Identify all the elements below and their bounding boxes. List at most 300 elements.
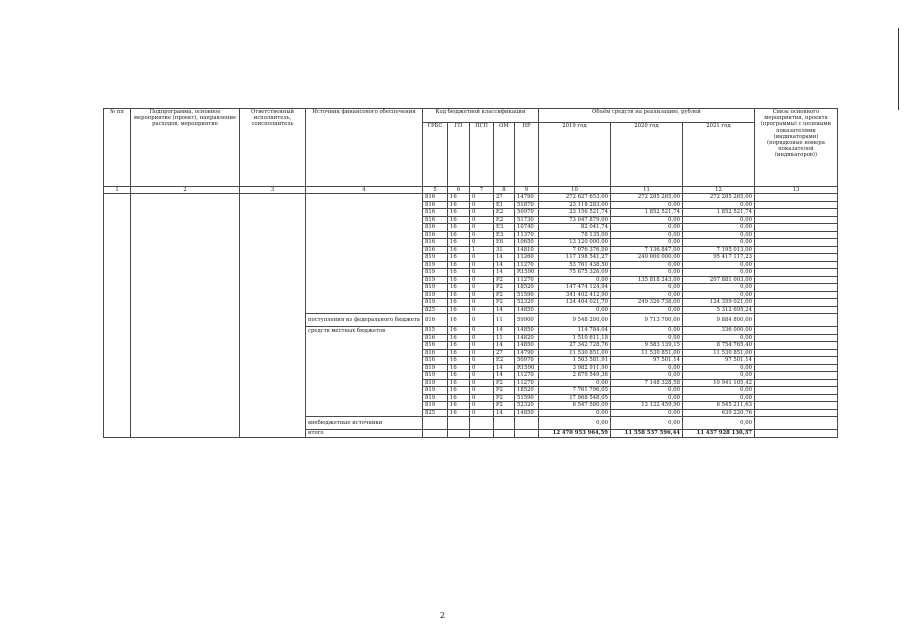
header-no: № пп	[104, 109, 131, 187]
source-cell	[306, 239, 423, 247]
cell-amount-y2020: 0,00	[610, 239, 682, 247]
cell-gp: 16	[447, 314, 469, 327]
cell-link	[754, 379, 837, 387]
cell-amount-y2020: 0,00	[610, 216, 682, 224]
cell-amount-y2021: 11 437 928 130,37	[682, 430, 754, 438]
cell-link	[754, 254, 837, 262]
cell-amount-y2021: 0,00	[682, 394, 754, 402]
cell-om: 14	[493, 327, 514, 335]
cell-nr: 11270	[514, 276, 538, 284]
cell-amount-y2020: 0,00	[610, 201, 682, 209]
cell-amount-y2021: 0,00	[682, 261, 754, 269]
cell-amount-y2019: 147 474 124,94	[538, 284, 610, 292]
cell-amount-y2020: 0,00	[610, 291, 682, 299]
cell-amount-y2020: 7 136 847,00	[610, 246, 682, 254]
cell-gp: 16	[447, 364, 469, 372]
cell-amount-y2019: 7 076 376,00	[538, 246, 610, 254]
source-cell	[306, 299, 423, 307]
cell-om: 31	[493, 246, 514, 254]
cell-amount-y2020: 1 852 521,74	[610, 209, 682, 217]
cell-grbs: 819	[422, 394, 447, 402]
budget-rows	[104, 194, 838, 438]
cell-amount-y2020: 0,00	[610, 306, 682, 314]
cell-link	[754, 299, 837, 307]
cell-om: 27	[493, 349, 514, 357]
source-cell	[306, 334, 423, 342]
cell-grbs: 819	[422, 261, 447, 269]
cell-nr: 11270	[514, 261, 538, 269]
source-cell	[306, 394, 423, 402]
cell-nr	[514, 430, 538, 438]
cell-link	[754, 261, 837, 269]
cell-gp: 16	[447, 299, 469, 307]
source-cell	[306, 364, 423, 372]
cell-amount-y2020: 0,00	[610, 409, 682, 417]
cell-amount-y2020: 0,00	[610, 417, 682, 430]
cell-grbs: 816	[422, 357, 447, 365]
table-row	[104, 194, 838, 202]
source-cell	[306, 201, 423, 209]
cell-grbs: 816	[422, 209, 447, 217]
cell-gp: 16	[447, 224, 469, 232]
cell-amount-y2020: 13 122 459,90	[610, 402, 682, 410]
col-number: 6	[447, 187, 469, 194]
source-cell	[306, 402, 423, 410]
col-number: 3	[240, 187, 306, 194]
cell-amount-y2020: 7 148 328,58	[610, 379, 682, 387]
cell-link	[754, 357, 837, 365]
cell-nr: 14790	[514, 194, 538, 202]
cell-amount-y2019: 11 530 851,00	[538, 349, 610, 357]
cell-amount-y2019: 53 761 438,50	[538, 261, 610, 269]
cell-amount-y2019: 6 547 580,09	[538, 402, 610, 410]
cell-amount-y2019: 12 470 953 964,59	[538, 430, 610, 438]
cell-amount-y2019: 124 404 021,70	[538, 299, 610, 307]
cell-om: E2	[493, 209, 514, 217]
cell-amount-y2021: 6 545 211,63	[682, 402, 754, 410]
cell-amount-y2021: 639 220,76	[682, 409, 754, 417]
cell-om: 11	[493, 334, 514, 342]
cell-amount-y2021: 0,00	[682, 417, 754, 430]
header-link: Связь основного мероприятия, проекта (программы) с целевыми показателями (индикаторами) (порядковые номера показателей (индикаторов))	[754, 109, 837, 187]
cell-nr: 18520	[514, 284, 538, 292]
cell-amount-y2021: 124 359 021,00	[682, 299, 754, 307]
cell-amount-y2020: 240 000 000,00	[610, 254, 682, 262]
cell-link	[754, 394, 837, 402]
cell-grbs: 816	[422, 342, 447, 350]
cell-pgp: 0	[469, 201, 493, 209]
cell-pgp: 0	[469, 349, 493, 357]
cell-pgp	[469, 417, 493, 430]
cell-amount-y2019: 17 968 548,05	[538, 394, 610, 402]
source-label-federal: поступления из федерального бюджета	[306, 314, 423, 327]
cell-executor	[240, 194, 306, 438]
cell-amount-y2021: 8 754 765,40	[682, 342, 754, 350]
cell-amount-y2019: 114 784,04	[538, 327, 610, 335]
cell-link	[754, 417, 837, 430]
cell-pgp: 0	[469, 357, 493, 365]
source-cell	[306, 231, 423, 239]
cell-grbs: 819	[422, 387, 447, 395]
cell-om: 14	[493, 409, 514, 417]
col-number: 12	[682, 187, 754, 194]
header-budget-code: Код бюджетной классификации	[422, 109, 538, 123]
cell-pgp: 0	[469, 231, 493, 239]
cell-nr: 51590	[514, 291, 538, 299]
cell-amount-y2021: 0,00	[682, 364, 754, 372]
cell-amount-y2021: 0,00	[682, 216, 754, 224]
source-cell	[306, 284, 423, 292]
cell-om: E3	[493, 231, 514, 239]
cell-grbs: 815	[422, 327, 447, 335]
cell-link	[754, 409, 837, 417]
header-pgp: ПГП	[469, 123, 493, 187]
cell-amount-y2019: 0,00	[538, 276, 610, 284]
cell-nr	[514, 417, 538, 430]
cell-amount-y2019: 82 041,74	[538, 224, 610, 232]
source-label-local: средств местных бюджетов	[306, 327, 423, 335]
cell-amount-y2021: 336 000,00	[682, 327, 754, 335]
cell-gp: 16	[447, 261, 469, 269]
cell-nr: 11270	[514, 372, 538, 380]
cell-amount-y2021: 207 881 003,00	[682, 276, 754, 284]
cell-grbs: 819	[422, 372, 447, 380]
cell-pgp: 0	[469, 394, 493, 402]
source-cell	[306, 357, 423, 365]
cell-link	[754, 327, 837, 335]
cell-pgp: 0	[469, 291, 493, 299]
source-cell	[306, 306, 423, 314]
cell-grbs: 816	[422, 349, 447, 357]
col-number: 5	[422, 187, 447, 194]
cell-amount-y2020: 0,00	[610, 394, 682, 402]
cell-pgp: 0	[469, 342, 493, 350]
cell-om: P2	[493, 379, 514, 387]
source-cell	[306, 372, 423, 380]
cell-amount-y2021: 0,00	[682, 387, 754, 395]
cell-grbs: 825	[422, 409, 447, 417]
cell-pgp: 0	[469, 306, 493, 314]
cell-grbs: 819	[422, 269, 447, 277]
cell-nr: 51590	[514, 394, 538, 402]
cell-pgp: 0	[469, 334, 493, 342]
cell-amount-y2020: 0,00	[610, 231, 682, 239]
cell-gp: 16	[447, 209, 469, 217]
cell-gp: 16	[447, 231, 469, 239]
page-number: 2	[440, 611, 446, 620]
cell-amount-y2019: 1 503 581,91	[538, 357, 610, 365]
cell-pgp: 0	[469, 209, 493, 217]
cell-om	[493, 430, 514, 438]
cell-gp: 16	[447, 216, 469, 224]
cell-om: P2	[493, 394, 514, 402]
cell-grbs	[422, 430, 447, 438]
source-label-extra: внебюджетные источники	[306, 417, 423, 430]
cell-amount-y2021: 9 884 800,00	[682, 314, 754, 327]
cell-pgp: 0	[469, 372, 493, 380]
cell-amount-y2021: 11 530 851,00	[682, 349, 754, 357]
cell-gp: 16	[447, 194, 469, 202]
header-om: ОМ	[493, 123, 514, 187]
cell-link	[754, 194, 837, 202]
cell-nr: 10740	[514, 224, 538, 232]
cell-amount-y2021: 10 941 105,42	[682, 379, 754, 387]
col-number: 11	[610, 187, 682, 194]
cell-amount-y2019: 0,00	[538, 379, 610, 387]
cell-gp: 16	[447, 284, 469, 292]
cell-gp: 16	[447, 357, 469, 365]
cell-om: E2	[493, 216, 514, 224]
cell-om: 14	[493, 342, 514, 350]
cell-amount-y2020: 0,00	[610, 334, 682, 342]
page-edge-line	[898, 28, 899, 110]
col-number: 9	[514, 187, 538, 194]
cell-nr: 14850	[514, 327, 538, 335]
cell-grbs: 816	[422, 231, 447, 239]
cell-amount-y2020: 9 583 139,15	[610, 342, 682, 350]
cell-om: 14	[493, 306, 514, 314]
cell-pgp: 0	[469, 299, 493, 307]
cell-gp: 16	[447, 387, 469, 395]
cell-gp: 16	[447, 409, 469, 417]
cell-om: E2	[493, 357, 514, 365]
cell-grbs: 816	[422, 201, 447, 209]
source-cell	[306, 409, 423, 417]
cell-amount-y2021: 5 312 695,24	[682, 306, 754, 314]
cell-amount-y2021: 0,00	[682, 239, 754, 247]
cell-om: E6	[493, 239, 514, 247]
cell-amount-y2020: 135 818 243,00	[610, 276, 682, 284]
cell-pgp: 0	[469, 387, 493, 395]
source-cell	[306, 379, 423, 387]
cell-amount-y2019: 7 761 796,05	[538, 387, 610, 395]
cell-link	[754, 291, 837, 299]
cell-link	[754, 269, 837, 277]
cell-grbs: 816	[422, 314, 447, 327]
cell-amount-y2019: 0,00	[538, 306, 610, 314]
cell-grbs: 816	[422, 334, 447, 342]
cell-amount-y2021: 95 417 117,23	[682, 254, 754, 262]
cell-pgp: 0	[469, 269, 493, 277]
cell-pgp: 0	[469, 194, 493, 202]
cell-grbs: 816	[422, 194, 447, 202]
cell-pgp: 0	[469, 314, 493, 327]
cell-pgp: 0	[469, 239, 493, 247]
cell-om: E1	[493, 201, 514, 209]
cell-link	[754, 349, 837, 357]
cell-gp: 16	[447, 394, 469, 402]
header-gp: ГП	[447, 123, 469, 187]
cell-pgp: 0	[469, 216, 493, 224]
cell-nr: 59900	[514, 314, 538, 327]
cell-amount-y2021: 7 195 013,00	[682, 246, 754, 254]
header-year-2021: 2021 год	[682, 123, 754, 187]
header-volume: Объём средств на реализацию, рублей	[538, 109, 754, 123]
cell-amount-y2020: 249 326 738,00	[610, 299, 682, 307]
cell-om: 14	[493, 372, 514, 380]
cell-om	[493, 417, 514, 430]
source-cell	[306, 261, 423, 269]
header-source: Источник финансового обеспечения	[306, 109, 423, 187]
cell-link	[754, 306, 837, 314]
header-year-2019: 2019 год	[538, 123, 610, 187]
cell-om: 14	[493, 364, 514, 372]
cell-nr: 18520	[514, 387, 538, 395]
source-cell	[306, 216, 423, 224]
cell-pgp: 0	[469, 379, 493, 387]
cell-amount-y2020: 9 713 700,00	[610, 314, 682, 327]
cell-link	[754, 216, 837, 224]
cell-link	[754, 246, 837, 254]
col-number: 7	[469, 187, 493, 194]
cell-nr: 14810	[514, 246, 538, 254]
source-cell	[306, 269, 423, 277]
cell-om: E3	[493, 224, 514, 232]
cell-link	[754, 239, 837, 247]
cell-nr: 51870	[514, 201, 538, 209]
cell-amount-y2020: 0,00	[610, 364, 682, 372]
cell-amount-y2019: 27 342 728,76	[538, 342, 610, 350]
cell-nr: 14850	[514, 342, 538, 350]
cell-om: P2	[493, 276, 514, 284]
cell-om: 14	[493, 261, 514, 269]
cell-link	[754, 372, 837, 380]
cell-amount-y2019: 23 118 283,00	[538, 201, 610, 209]
cell-amount-y2021: 0,00	[682, 231, 754, 239]
cell-amount-y2020: 0,00	[610, 269, 682, 277]
cell-link	[754, 430, 837, 438]
cell-amount-y2019: 117 198 541,27	[538, 254, 610, 262]
cell-nr: R1590	[514, 269, 538, 277]
cell-amount-y2021: 0,00	[682, 224, 754, 232]
cell-nr: 14820	[514, 334, 538, 342]
source-label-total: итого	[306, 430, 423, 438]
cell-link	[754, 201, 837, 209]
cell-grbs: 819	[422, 364, 447, 372]
cell-pgp: 0	[469, 261, 493, 269]
cell-gp: 16	[447, 276, 469, 284]
cell-gp: 16	[447, 201, 469, 209]
cell-no	[104, 194, 131, 438]
cell-amount-y2020: 0,00	[610, 387, 682, 395]
cell-amount-y2021: 0,00	[682, 269, 754, 277]
cell-nr: 11270	[514, 379, 538, 387]
cell-grbs: 819	[422, 299, 447, 307]
header-subprogram: Подпрограмма, основное мероприятие (проект), направление расходов, мероприятие	[131, 109, 240, 187]
cell-link	[754, 342, 837, 350]
cell-pgp: 0	[469, 254, 493, 262]
cell-grbs: 819	[422, 254, 447, 262]
cell-amount-y2019: 341 402 412,90	[538, 291, 610, 299]
cell-amount-y2020: 97 501,14	[610, 357, 682, 365]
cell-amount-y2020: 11 558 537 596,44	[610, 430, 682, 438]
cell-amount-y2021: 0,00	[682, 372, 754, 380]
col-number: 10	[538, 187, 610, 194]
cell-amount-y2020: 0,00	[610, 372, 682, 380]
cell-grbs: 819	[422, 402, 447, 410]
cell-amount-y2021: 0,00	[682, 291, 754, 299]
cell-link	[754, 224, 837, 232]
source-cell	[306, 194, 423, 202]
cell-nr: R1590	[514, 364, 538, 372]
cell-amount-y2021: 272 285 265,00	[682, 194, 754, 202]
cell-gp: 16	[447, 349, 469, 357]
cell-link	[754, 231, 837, 239]
cell-grbs: 825	[422, 306, 447, 314]
cell-amount-y2019: 272 627 653,00	[538, 194, 610, 202]
cell-amount-y2019: 75 675 326,09	[538, 269, 610, 277]
cell-amount-y2019: 1 510 611,18	[538, 334, 610, 342]
cell-nr: 11370	[514, 231, 538, 239]
cell-gp: 16	[447, 269, 469, 277]
cell-pgp: 0	[469, 224, 493, 232]
cell-pgp: 0	[469, 409, 493, 417]
cell-pgp	[469, 430, 493, 438]
cell-nr: 52320	[514, 402, 538, 410]
source-cell	[306, 209, 423, 217]
source-cell	[306, 349, 423, 357]
cell-nr: 50970	[514, 209, 538, 217]
cell-amount-y2020: 272 285 265,00	[610, 194, 682, 202]
cell-om: P2	[493, 284, 514, 292]
cell-link	[754, 209, 837, 217]
cell-amount-y2020: 11 530 851,00	[610, 349, 682, 357]
cell-grbs	[422, 417, 447, 430]
cell-grbs: 816	[422, 246, 447, 254]
cell-grbs: 816	[422, 224, 447, 232]
cell-nr: 14790	[514, 349, 538, 357]
cell-om: P2	[493, 291, 514, 299]
cell-om: 27	[493, 194, 514, 202]
cell-om: 14	[493, 269, 514, 277]
source-cell	[306, 254, 423, 262]
cell-om: P2	[493, 299, 514, 307]
cell-nr: 11260	[514, 254, 538, 262]
budget-table	[103, 108, 838, 438]
cell-amount-y2019: 73 047 879,00	[538, 216, 610, 224]
cell-grbs: 819	[422, 291, 447, 299]
cell-pgp: 0	[469, 364, 493, 372]
cell-gp: 16	[447, 239, 469, 247]
cell-link	[754, 334, 837, 342]
source-cell	[306, 291, 423, 299]
cell-grbs: 819	[422, 284, 447, 292]
col-number: 4	[306, 187, 423, 194]
cell-om: 11	[493, 314, 514, 327]
cell-amount-y2019: 23 156 521,74	[538, 209, 610, 217]
cell-nr: 14850	[514, 409, 538, 417]
source-cell	[306, 224, 423, 232]
cell-subprogram	[131, 194, 240, 438]
cell-gp: 16	[447, 342, 469, 350]
header-executor: Ответственный исполнитель, соисполнитель	[240, 109, 306, 187]
cell-om: P2	[493, 402, 514, 410]
cell-nr: 14850	[514, 306, 538, 314]
cell-gp: 16	[447, 372, 469, 380]
cell-gp: 16	[447, 379, 469, 387]
source-cell	[306, 276, 423, 284]
header-year-2020: 2020 год	[610, 123, 682, 187]
col-number: 8	[493, 187, 514, 194]
cell-amount-y2021: 0,00	[682, 201, 754, 209]
cell-link	[754, 402, 837, 410]
cell-pgp: 1	[469, 246, 493, 254]
cell-gp: 16	[447, 327, 469, 335]
cell-link	[754, 284, 837, 292]
cell-amount-y2021: 1 852 521,74	[682, 209, 754, 217]
col-number: 2	[131, 187, 240, 194]
source-cell	[306, 342, 423, 350]
